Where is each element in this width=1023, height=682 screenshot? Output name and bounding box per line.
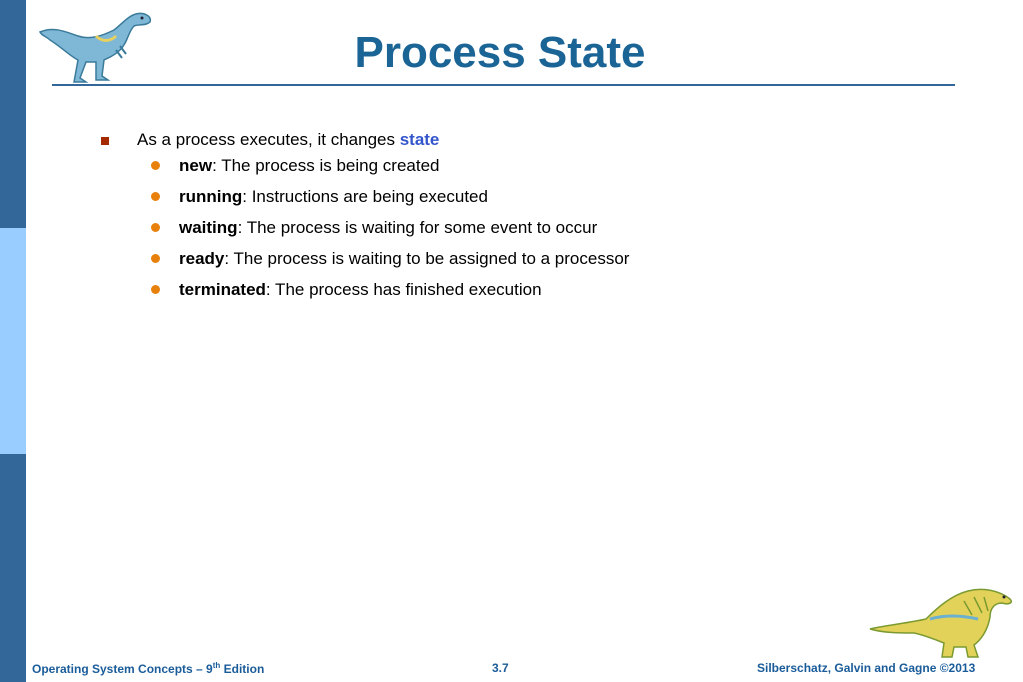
title-divider (52, 84, 955, 86)
state-description: : The process is waiting to be assigned to a processor (224, 249, 630, 268)
state-term: running (179, 187, 243, 206)
round-bullet-icon (151, 223, 160, 232)
dinosaur-logo-bottom-icon (868, 585, 1016, 661)
slide-number: 3.7 (492, 661, 509, 675)
state-description: : Instructions are being executed (242, 187, 488, 206)
edition-superscript: th (212, 661, 221, 670)
square-bullet-icon (101, 137, 109, 145)
round-bullet-icon (151, 192, 160, 201)
round-bullet-icon (151, 285, 160, 294)
sidebar-middle-band (0, 228, 26, 454)
round-bullet-icon (151, 254, 160, 263)
footer-copyright: Silberschatz, Galvin and Gagne ©2013 (757, 661, 976, 675)
state-description: : The process is being created (212, 156, 440, 175)
round-bullet-icon (151, 161, 160, 170)
state-term: waiting (179, 218, 238, 237)
sidebar-bottom-band (0, 454, 26, 682)
state-term: terminated (179, 280, 266, 299)
state-highlight: state (399, 130, 440, 149)
state-description: : The process is waiting for some event to occur (237, 218, 598, 237)
footer-book-title: Operating System Concepts – 9th Edition (32, 661, 265, 676)
state-term: ready (179, 249, 225, 268)
main-bullet-text: As a process executes, it changes (137, 130, 400, 149)
state-description: : The process has finished execution (265, 280, 542, 299)
state-term: new (179, 156, 213, 175)
slide-title: Process State (354, 28, 646, 77)
